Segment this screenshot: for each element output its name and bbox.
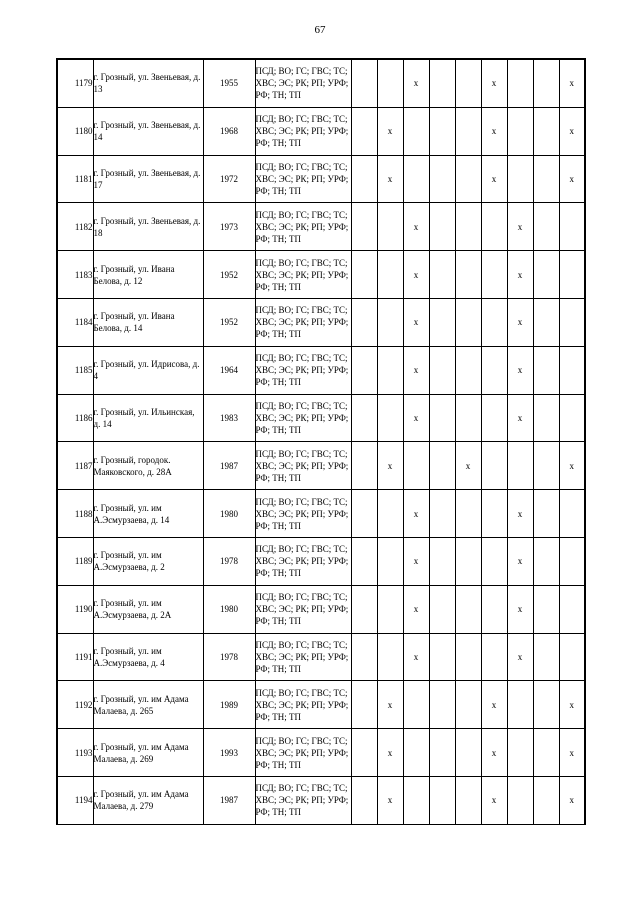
mark-cell-8 xyxy=(533,681,559,729)
mark-cell-4 xyxy=(429,776,455,824)
mark-cell-9 xyxy=(559,490,585,538)
systems-cell: ПСД; ВО; ГС; ГВС; ТС; ХВС; ЭС; РК; РП; УРФ; РФ; ТН; ТП xyxy=(255,346,351,394)
mark-cell-7: х xyxy=(507,585,533,633)
table-row xyxy=(57,394,585,442)
mark-cell-4 xyxy=(429,490,455,538)
table-row xyxy=(57,59,585,107)
mark-cell-9: х xyxy=(559,59,585,107)
mark-cell-6 xyxy=(481,298,507,346)
mark-cell-2: х xyxy=(377,681,403,729)
row-number: 1187 xyxy=(57,442,93,490)
mark-cell-1 xyxy=(351,681,377,729)
mark-cell-1 xyxy=(351,537,377,585)
mark-cell-7: х xyxy=(507,394,533,442)
mark-cell-5 xyxy=(455,681,481,729)
mark-cell-7: х xyxy=(507,203,533,251)
mark-cell-9 xyxy=(559,585,585,633)
row-number: 1184 xyxy=(57,298,93,346)
mark-cell-4 xyxy=(429,346,455,394)
mark-cell-9 xyxy=(559,394,585,442)
address-cell: г. Грозный, ул. Звеньевая, д. 14 xyxy=(93,107,203,155)
mark-cell-7 xyxy=(507,442,533,490)
table-row xyxy=(57,776,585,824)
mark-cell-4 xyxy=(429,107,455,155)
address-cell: г. Грозный, ул. им Адама Малаева, д. 265 xyxy=(93,681,203,729)
mark-cell-4 xyxy=(429,155,455,203)
mark-cell-8 xyxy=(533,251,559,299)
mark-cell-6 xyxy=(481,633,507,681)
mark-cell-3 xyxy=(403,155,429,203)
mark-cell-2 xyxy=(377,537,403,585)
mark-cell-2 xyxy=(377,490,403,538)
mark-cell-5 xyxy=(455,490,481,538)
mark-cell-6: х xyxy=(481,776,507,824)
mark-cell-4 xyxy=(429,442,455,490)
systems-cell: ПСД; ВО; ГС; ГВС; ТС; ХВС; ЭС; РК; РП; УРФ; РФ; ТН; ТП xyxy=(255,681,351,729)
year-cell: 1964 xyxy=(203,346,255,394)
mark-cell-6: х xyxy=(481,681,507,729)
mark-cell-1 xyxy=(351,490,377,538)
mark-cell-9: х xyxy=(559,442,585,490)
mark-cell-9: х xyxy=(559,729,585,777)
mark-cell-4 xyxy=(429,681,455,729)
systems-cell: ПСД; ВО; ГС; ГВС; ТС; ХВС; ЭС; РК; РП; УРФ; РФ; ТН; ТП xyxy=(255,729,351,777)
mark-cell-7 xyxy=(507,59,533,107)
mark-cell-5 xyxy=(455,394,481,442)
systems-cell: ПСД; ВО; ГС; ГВС; ТС; ХВС; ЭС; РК; РП; УРФ; РФ; ТН; ТП xyxy=(255,633,351,681)
mark-cell-3: х xyxy=(403,203,429,251)
address-cell: г. Грозный, ул. им А.Эсмурзаева, д. 4 xyxy=(93,633,203,681)
mark-cell-4 xyxy=(429,537,455,585)
mark-cell-6 xyxy=(481,203,507,251)
mark-cell-8 xyxy=(533,729,559,777)
mark-cell-3: х xyxy=(403,394,429,442)
mark-cell-8 xyxy=(533,537,559,585)
mark-cell-2: х xyxy=(377,729,403,777)
mark-cell-3 xyxy=(403,729,429,777)
row-number: 1183 xyxy=(57,251,93,299)
mark-cell-7: х xyxy=(507,537,533,585)
table-row xyxy=(57,442,585,490)
year-cell: 1993 xyxy=(203,729,255,777)
table-row xyxy=(57,107,585,155)
mark-cell-3: х xyxy=(403,490,429,538)
table-row xyxy=(57,346,585,394)
address-cell: г. Грозный, ул. им А.Эсмурзаева, д. 2А xyxy=(93,585,203,633)
mark-cell-4 xyxy=(429,633,455,681)
year-cell: 1955 xyxy=(203,59,255,107)
mark-cell-3: х xyxy=(403,585,429,633)
mark-cell-5 xyxy=(455,203,481,251)
year-cell: 1952 xyxy=(203,298,255,346)
row-number: 1179 xyxy=(57,59,93,107)
mark-cell-1 xyxy=(351,585,377,633)
table-row xyxy=(57,585,585,633)
mark-cell-4 xyxy=(429,585,455,633)
mark-cell-3: х xyxy=(403,346,429,394)
mark-cell-6 xyxy=(481,346,507,394)
mark-cell-5 xyxy=(455,537,481,585)
mark-cell-7 xyxy=(507,729,533,777)
mark-cell-4 xyxy=(429,203,455,251)
address-cell: г. Грозный, ул. Ивана Белова, д. 12 xyxy=(93,251,203,299)
systems-cell: ПСД; ВО; ГС; ГВС; ТС; ХВС; ЭС; РК; РП; УРФ; РФ; ТН; ТП xyxy=(255,776,351,824)
mark-cell-9: х xyxy=(559,776,585,824)
mark-cell-1 xyxy=(351,394,377,442)
year-cell: 1972 xyxy=(203,155,255,203)
year-cell: 1978 xyxy=(203,633,255,681)
address-cell: г. Грозный, ул. им А.Эсмурзаева, д. 14 xyxy=(93,490,203,538)
mark-cell-9 xyxy=(559,346,585,394)
mark-cell-7: х xyxy=(507,490,533,538)
table-row xyxy=(57,298,585,346)
mark-cell-9 xyxy=(559,633,585,681)
mark-cell-2: х xyxy=(377,776,403,824)
mark-cell-5 xyxy=(455,346,481,394)
mark-cell-4 xyxy=(429,251,455,299)
mark-cell-7: х xyxy=(507,251,533,299)
mark-cell-2 xyxy=(377,346,403,394)
mark-cell-7: х xyxy=(507,346,533,394)
mark-cell-5 xyxy=(455,633,481,681)
address-cell: г. Грозный, городок. Маяковского, д. 28А xyxy=(93,442,203,490)
mark-cell-2: х xyxy=(377,107,403,155)
row-number: 1185 xyxy=(57,346,93,394)
mark-cell-7 xyxy=(507,776,533,824)
mark-cell-8 xyxy=(533,107,559,155)
mark-cell-5 xyxy=(455,251,481,299)
year-cell: 1980 xyxy=(203,490,255,538)
address-cell: г. Грозный, ул. Звеньевая, д. 18 xyxy=(93,203,203,251)
mark-cell-2 xyxy=(377,633,403,681)
address-cell: г. Грозный, ул. Звеньевая, д. 17 xyxy=(93,155,203,203)
mark-cell-9 xyxy=(559,298,585,346)
row-number: 1192 xyxy=(57,681,93,729)
mark-cell-8 xyxy=(533,346,559,394)
mark-cell-1 xyxy=(351,776,377,824)
systems-cell: ПСД; ВО; ГС; ГВС; ТС; ХВС; ЭС; РК; РП; УРФ; РФ; ТН; ТП xyxy=(255,585,351,633)
mark-cell-9: х xyxy=(559,681,585,729)
table-row xyxy=(57,203,585,251)
row-number: 1188 xyxy=(57,490,93,538)
mark-cell-3: х xyxy=(403,59,429,107)
mark-cell-1 xyxy=(351,633,377,681)
mark-cell-2 xyxy=(377,251,403,299)
row-number: 1190 xyxy=(57,585,93,633)
row-number: 1194 xyxy=(57,776,93,824)
mark-cell-8 xyxy=(533,394,559,442)
mark-cell-2 xyxy=(377,585,403,633)
mark-cell-7 xyxy=(507,107,533,155)
year-cell: 1989 xyxy=(203,681,255,729)
mark-cell-8 xyxy=(533,585,559,633)
row-number: 1186 xyxy=(57,394,93,442)
systems-cell: ПСД; ВО; ГС; ГВС; ТС; ХВС; ЭС; РК; РП; УРФ; РФ; ТН; ТП xyxy=(255,107,351,155)
address-cell: г. Грозный, ул. Идрисова, д. 4 xyxy=(93,346,203,394)
address-cell: г. Грозный, ул. им А.Эсмурзаева, д. 2 xyxy=(93,537,203,585)
address-cell: г. Грозный, ул. им Адама Малаева, д. 279 xyxy=(93,776,203,824)
mark-cell-1 xyxy=(351,59,377,107)
table-row xyxy=(57,633,585,681)
mark-cell-5 xyxy=(455,776,481,824)
mark-cell-1 xyxy=(351,298,377,346)
mark-cell-3: х xyxy=(403,298,429,346)
mark-cell-1 xyxy=(351,155,377,203)
mark-cell-3: х xyxy=(403,537,429,585)
systems-cell: ПСД; ВО; ГС; ГВС; ТС; ХВС; ЭС; РК; РП; УРФ; РФ; ТН; ТП xyxy=(255,251,351,299)
systems-cell: ПСД; ВО; ГС; ГВС; ТС; ХВС; ЭС; РК; РП; УРФ; РФ; ТН; ТП xyxy=(255,490,351,538)
mark-cell-6 xyxy=(481,537,507,585)
table-row xyxy=(57,729,585,777)
mark-cell-7: х xyxy=(507,633,533,681)
mark-cell-6 xyxy=(481,490,507,538)
address-cell: г. Грозный, ул. Ильинская, д. 14 xyxy=(93,394,203,442)
mark-cell-1 xyxy=(351,107,377,155)
mark-cell-2 xyxy=(377,59,403,107)
mark-cell-2: х xyxy=(377,442,403,490)
row-number: 1180 xyxy=(57,107,93,155)
mark-cell-8 xyxy=(533,633,559,681)
mark-cell-9 xyxy=(559,251,585,299)
mark-cell-7 xyxy=(507,155,533,203)
mark-cell-2 xyxy=(377,203,403,251)
mark-cell-9: х xyxy=(559,155,585,203)
systems-cell: ПСД; ВО; ГС; ГВС; ТС; ХВС; ЭС; РК; РП; УРФ; РФ; ТН; ТП xyxy=(255,298,351,346)
mark-cell-2: х xyxy=(377,155,403,203)
mark-cell-6: х xyxy=(481,107,507,155)
mark-cell-3 xyxy=(403,776,429,824)
year-cell: 1968 xyxy=(203,107,255,155)
table-row xyxy=(57,251,585,299)
mark-cell-4 xyxy=(429,729,455,777)
mark-cell-6: х xyxy=(481,729,507,777)
mark-cell-8 xyxy=(533,155,559,203)
mark-cell-5: х xyxy=(455,442,481,490)
mark-cell-6 xyxy=(481,442,507,490)
mark-cell-6 xyxy=(481,394,507,442)
mark-cell-8 xyxy=(533,442,559,490)
mark-cell-3: х xyxy=(403,633,429,681)
mark-cell-2 xyxy=(377,394,403,442)
table-row xyxy=(57,537,585,585)
year-cell: 1983 xyxy=(203,394,255,442)
mark-cell-3 xyxy=(403,442,429,490)
year-cell: 1987 xyxy=(203,442,255,490)
address-cell: г. Грозный, ул. им Адама Малаева, д. 269 xyxy=(93,729,203,777)
table-row xyxy=(57,155,585,203)
page-number: 67 xyxy=(314,24,326,36)
mark-cell-6 xyxy=(481,251,507,299)
mark-cell-1 xyxy=(351,442,377,490)
mark-cell-4 xyxy=(429,59,455,107)
mark-cell-1 xyxy=(351,203,377,251)
mark-cell-7: х xyxy=(507,298,533,346)
mark-cell-8 xyxy=(533,298,559,346)
address-cell: г. Грозный, ул. Ивана Белова, д. 14 xyxy=(93,298,203,346)
systems-cell: ПСД; ВО; ГС; ГВС; ТС; ХВС; ЭС; РК; РП; УРФ; РФ; ТН; ТП xyxy=(255,155,351,203)
row-number: 1182 xyxy=(57,203,93,251)
table-row xyxy=(57,490,585,538)
row-number: 1189 xyxy=(57,537,93,585)
mark-cell-1 xyxy=(351,346,377,394)
mark-cell-5 xyxy=(455,107,481,155)
mark-cell-4 xyxy=(429,394,455,442)
buildings-table xyxy=(56,58,586,825)
mark-cell-6: х xyxy=(481,59,507,107)
row-number: 1193 xyxy=(57,729,93,777)
mark-cell-5 xyxy=(455,729,481,777)
mark-cell-9 xyxy=(559,203,585,251)
mark-cell-1 xyxy=(351,251,377,299)
mark-cell-6: х xyxy=(481,155,507,203)
mark-cell-8 xyxy=(533,203,559,251)
row-number: 1181 xyxy=(57,155,93,203)
mark-cell-9: х xyxy=(559,107,585,155)
mark-cell-5 xyxy=(455,155,481,203)
mark-cell-5 xyxy=(455,59,481,107)
systems-cell: ПСД; ВО; ГС; ГВС; ТС; ХВС; ЭС; РК; РП; УРФ; РФ; ТН; ТП xyxy=(255,442,351,490)
mark-cell-1 xyxy=(351,729,377,777)
year-cell: 1980 xyxy=(203,585,255,633)
mark-cell-3: х xyxy=(403,251,429,299)
year-cell: 1978 xyxy=(203,537,255,585)
year-cell: 1952 xyxy=(203,251,255,299)
mark-cell-2 xyxy=(377,298,403,346)
mark-cell-3 xyxy=(403,107,429,155)
mark-cell-4 xyxy=(429,298,455,346)
mark-cell-8 xyxy=(533,490,559,538)
systems-cell: ПСД; ВО; ГС; ГВС; ТС; ХВС; ЭС; РК; РП; УРФ; РФ; ТН; ТП xyxy=(255,59,351,107)
address-cell: г. Грозный, ул. Звеньевая, д. 13 xyxy=(93,59,203,107)
systems-cell: ПСД; ВО; ГС; ГВС; ТС; ХВС; ЭС; РК; РП; УРФ; РФ; ТН; ТП xyxy=(255,203,351,251)
row-number: 1191 xyxy=(57,633,93,681)
systems-cell: ПСД; ВО; ГС; ГВС; ТС; ХВС; ЭС; РК; РП; УРФ; РФ; ТН; ТП xyxy=(255,394,351,442)
table-row xyxy=(57,681,585,729)
mark-cell-6 xyxy=(481,585,507,633)
year-cell: 1987 xyxy=(203,776,255,824)
mark-cell-5 xyxy=(455,585,481,633)
mark-cell-3 xyxy=(403,681,429,729)
systems-cell: ПСД; ВО; ГС; ГВС; ТС; ХВС; ЭС; РК; РП; УРФ; РФ; ТН; ТП xyxy=(255,537,351,585)
year-cell: 1973 xyxy=(203,203,255,251)
mark-cell-7 xyxy=(507,681,533,729)
mark-cell-8 xyxy=(533,59,559,107)
mark-cell-5 xyxy=(455,298,481,346)
mark-cell-9 xyxy=(559,537,585,585)
mark-cell-8 xyxy=(533,776,559,824)
